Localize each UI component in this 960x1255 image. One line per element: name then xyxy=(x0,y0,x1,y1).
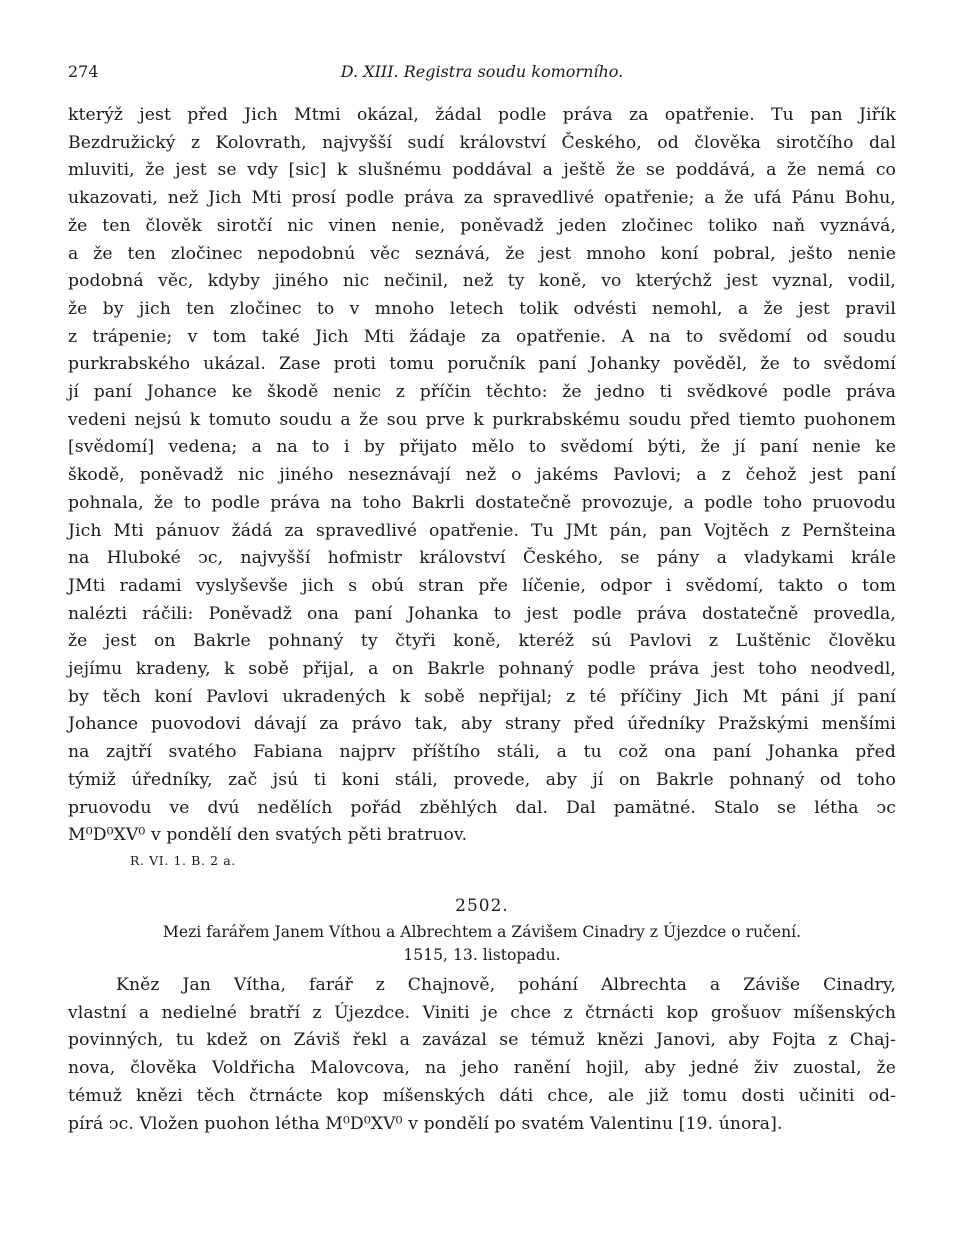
text-line: že by jich ten zločinec to v mnoho letech tolik odvésti nemohl, a že jest pravil xyxy=(68,298,896,319)
text-line: na Hluboké ͻc, najvyšší hofmistr království Českého, se pány a vladykami krále xyxy=(68,548,896,569)
text-line: JMti radami vyslyševše jich s obú stran pře líčenie, odpor i svědomí, takto o tom xyxy=(68,575,896,596)
text-line: mluviti, že jest se vdy [sic] k slušnému poddával a ještě že se poddává, a že nemá co xyxy=(68,160,896,181)
text-line: [svědomí] vedena; a na to i by přijato mělo to svědomí býti, že jí paní nenie ke xyxy=(68,437,896,458)
text-line: ukazovati, než Jich Mti prosí podle práva za spravedlivé opatřenie; a že ufá Pánu Bohu, xyxy=(68,188,896,209)
text-line: nalézti ráčili: Poněvadž ona paní Johanka to jest podle práva dostatečně provedla, xyxy=(68,603,896,624)
text-line: vedeni nejsú k tomuto soudu a že sou prve k purkrabskému soudu před tiemto puohonem xyxy=(68,409,896,430)
text-line: jejímu kradeny, k sobě přijal, a on Bakrle pohnaný podle práva jest toho neodvedl, xyxy=(68,659,896,680)
page-number: 274 xyxy=(68,62,99,81)
text-line: že jest on Bakrle pohnaný ty čtyři koně, kteréž sú Pavlovi z Luštěnic člověku xyxy=(68,631,896,652)
text-line: Kněz Jan Vítha, farář z Chajnově, pohání Albrechta a Záviše Cinadry, xyxy=(116,974,896,995)
running-title: D. XIII. Registra soudu komorního. xyxy=(340,62,624,81)
text-line: pohnala, že to podle práva na toho Bakrli dostatečně provozuje, a podle toho pruovodu xyxy=(68,492,896,513)
text-line: a že ten zločinec nepodobnú věc seznává, že jest mnoho koní pobral, ješto nenie xyxy=(68,243,896,264)
text-line: Bezdružický z Kolovrath, najvyšší sudí království Českého, od člověka sirotčího dal xyxy=(68,132,896,153)
text-line: pruovodu ve dvú nedělích pořád zběhlých dal. Dal pamätné. Stalo se létha ͻc xyxy=(68,797,896,818)
text-line: témuž knězi těch čtrnácte kop míšenských dáti chce, ale již tomu dosti učiniti od- xyxy=(68,1085,896,1106)
text-line: M⁰D⁰XV⁰ v pondělí den svatých pěti bratruov. xyxy=(68,825,468,846)
text-line: purkrabského ukázal. Zase proti tomu poručník paní Johanky pověděl, že to svědomí xyxy=(68,354,896,375)
text-line: nova, člověka Voldřicha Malovcova, na jeho ranění hojil, aby jedné živ zuostal, že xyxy=(68,1058,896,1079)
text-line: Johance puovodovi dávají za právo tak, aby strany před úředníky Pražskými menšími xyxy=(68,714,896,735)
entry-title: Mezi farářem Janem Víthou a Albrechtem a Závišem Cinadry z Újezdce o ručení. xyxy=(162,922,802,941)
text-line: Jich Mti pánuov žádá za spravedlivé opatřenie. Tu JMt pán, pan Vojtěch z Pernšteina xyxy=(68,520,896,541)
text-line: pírá ͻc. Vložen puohon létha M⁰D⁰XV⁰ v pondělí po svatém Valentinu [19. února]. xyxy=(68,1113,783,1134)
text-line: na zajtří svatého Fabiana najprv příštího stáli, a tu což ona paní Johanka před xyxy=(68,742,896,763)
source-reference: R. VI. 1. B. 2 a. xyxy=(130,852,236,868)
text-line: kterýž jest před Jich Mtmi okázal, žádal podle práva za opatřenie. Tu pan Jiřík xyxy=(68,105,896,125)
text-line: škodě, poněvadž nic jiného neseznávají než o jakéms Pavlovi; a z čehož jest paní xyxy=(68,465,896,486)
text-line: z trápenie; v tom také Jich Mti žádaje za opatřenie. A na to svědomí od soudu xyxy=(68,326,896,347)
paragraph-continuation xyxy=(68,102,896,850)
entry-date: 1515, 13. listopadu. xyxy=(403,945,561,964)
text-line: týmiž úředníky, zač jsú ti koni stáli, provede, aby jí on Bakrle pohnaný od toho xyxy=(68,769,896,790)
text-line: jí paní Johance ke škodě nenic z příčin těchto: že jedno ti svědkové podle práva xyxy=(68,382,896,403)
text-line: by těch koní Pavlovi ukradených k sobě nepřijal; z té příčiny Jich Mt páni jí paní xyxy=(68,686,896,707)
document-page xyxy=(68,62,896,1138)
entry-number: 2502. xyxy=(455,895,509,916)
text-line: podobná věc, kdyby jiného nic nečinil, než ty koně, vo kterýchž jest vyznal, vodil, xyxy=(68,271,896,292)
page-header xyxy=(68,62,896,102)
text-line: povinných, tu kdež on Záviš řekl a zavázal se témuž knězi Janovi, aby Fojta z Chaj- xyxy=(68,1030,896,1051)
text-line: vlastní a nedielné bratří z Újezdce. Viniti je chce z čtrnácti kop grošuov míšenských xyxy=(68,1002,896,1023)
entry-paragraph xyxy=(68,972,896,1138)
text-line: že ten člověk sirotčí nic vinen nenie, poněvadž jeden zločinec toliko naň vyznává, xyxy=(68,215,896,236)
